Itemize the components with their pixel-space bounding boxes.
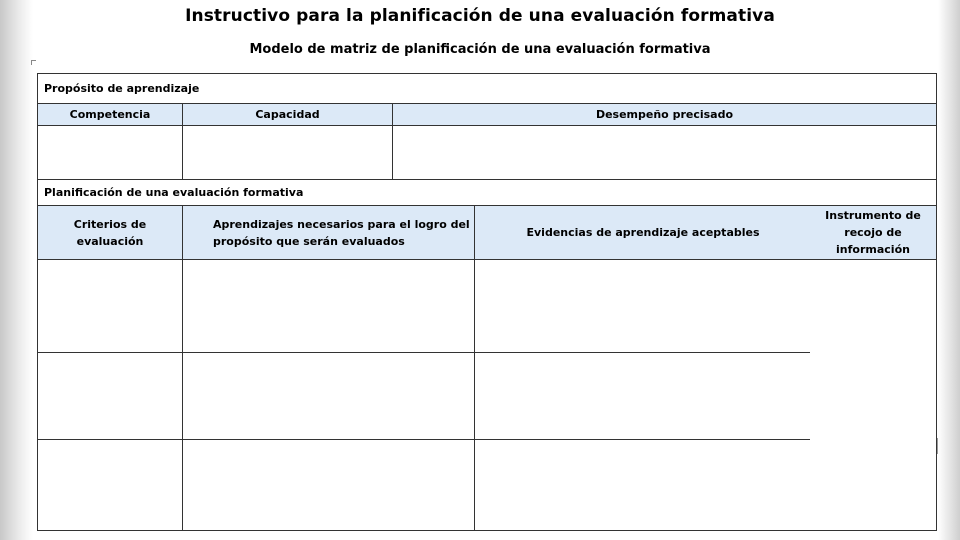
header-aprendizajes-line1: Aprendizajes necesarios para el logro del — [213, 217, 470, 231]
cell-competencia[interactable] — [37, 125, 183, 180]
header-instrumento — [810, 205, 937, 260]
cell-instrumento-column[interactable] — [810, 259, 937, 531]
cell-evidencias-row3[interactable] — [474, 439, 811, 531]
cell-capacidad[interactable] — [182, 125, 393, 180]
header-aprendizajes-line2: propósito que serán evaluados — [213, 234, 405, 248]
cell-criterios-row2[interactable] — [37, 352, 183, 440]
header-instrumento-line1: Instrumento de — [825, 209, 921, 222]
cell-criterios-row3[interactable] — [37, 439, 183, 531]
header-evidencias: Evidencias de aprendizaje aceptables — [474, 205, 811, 260]
header-desempeno: Desempeño precisado — [392, 103, 937, 126]
cell-aprendizajes-row2[interactable] — [182, 352, 475, 440]
document-title: Instructivo para la planificación de una evaluación formativa — [185, 6, 775, 26]
header-criterios-line2: evaluación — [76, 234, 144, 248]
cell-evidencias-row2[interactable] — [474, 352, 811, 440]
cell-criterios-row1[interactable] — [37, 259, 183, 353]
header-criterios-line1: Criterios de — [73, 217, 147, 231]
header-criterios — [37, 205, 183, 260]
table-anchor-mark — [31, 60, 36, 65]
cell-aprendizajes-row3[interactable] — [182, 439, 475, 531]
cell-desempeno[interactable] — [392, 125, 937, 180]
page-edge-mark — [937, 438, 938, 454]
header-instrumento-line2: recojo de — [844, 226, 902, 239]
document-subtitle: Modelo de matriz de planificación de una evaluación formativa — [249, 42, 711, 57]
header-aprendizajes — [182, 205, 475, 260]
cell-aprendizajes-row1[interactable] — [182, 259, 475, 353]
section-planning-label: Planificación de una evaluación formativa — [37, 179, 937, 206]
header-competencia: Competencia — [37, 103, 183, 126]
header-instrumento-line3: información — [836, 243, 910, 256]
header-capacidad: Capacidad — [182, 103, 393, 126]
section-purpose-label: Propósito de aprendizaje — [37, 73, 937, 104]
cell-evidencias-row1[interactable] — [474, 259, 811, 353]
